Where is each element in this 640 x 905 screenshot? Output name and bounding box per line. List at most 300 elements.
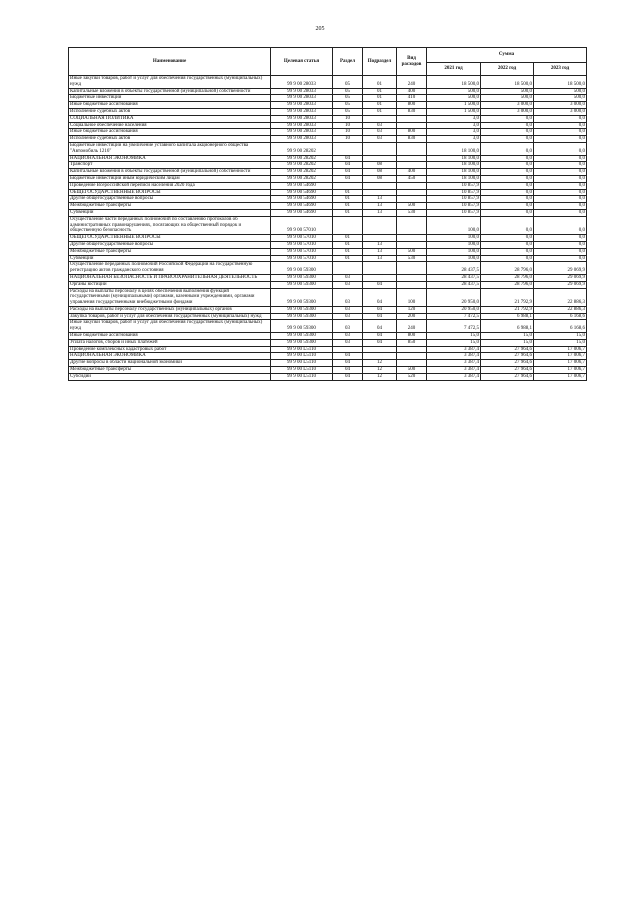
cell-2023: 3 000,0 [534, 102, 587, 109]
cell-expense-type [397, 115, 427, 122]
table-row [69, 203, 587, 210]
cell-2023: 18 500,0 [534, 76, 587, 89]
cell-section: 03 [333, 313, 363, 320]
cell-name: Субсидии [69, 373, 271, 380]
cell-expense-type [397, 162, 427, 169]
cell-2021: 3 387,4 [427, 373, 481, 380]
cell-2021: 3 387,4 [427, 353, 481, 360]
cell-name: Органы юстиции [69, 281, 271, 288]
cell-section: 01 [333, 248, 363, 255]
cell-section: 05 [333, 95, 363, 102]
cell-2022: 0,0 [481, 129, 534, 136]
cell-2021: 3,0 [427, 136, 481, 143]
cell-expense-type: 530 [397, 255, 427, 262]
cell-section [333, 142, 363, 155]
cell-name: Социальное обеспечение населения [69, 122, 271, 129]
cell-2023: 0,0 [534, 169, 587, 176]
cell-expense-type: 450 [397, 175, 427, 182]
cell-expense-type: 400 [397, 88, 427, 95]
cell-2023: 15,0 [534, 333, 587, 340]
cell-2022: 500,0 [481, 88, 534, 95]
cell-name: Иные бюджетные ассигнования [69, 102, 271, 109]
cell-2022: 0,0 [481, 155, 534, 162]
header-year-2022: 2022 год [481, 63, 534, 76]
cell-section: 01 [333, 209, 363, 216]
cell-2022: 0,0 [481, 162, 534, 169]
cell-section: 04 [333, 360, 363, 367]
cell-name: Уплата налогов, сборов и иных платежей [69, 339, 271, 346]
cell-section [333, 182, 363, 189]
cell-name: ОБЩЕГОСУДАРСТВЕННЫЕ ВОПРОСЫ [69, 189, 271, 196]
cell-subsection [363, 142, 397, 155]
cell-expense-type: 500 [397, 248, 427, 255]
cell-2023: 17 006,7 [534, 360, 587, 367]
cell-expense-type [397, 281, 427, 288]
cell-2021: 3,0 [427, 122, 481, 129]
cell-section: 03 [333, 320, 363, 333]
cell-target: 99 9 00 28033 [271, 122, 333, 129]
table-row [69, 102, 587, 109]
cell-expense-type [397, 346, 427, 353]
cell-target: 99 9 00 28202 [271, 155, 333, 162]
cell-expense-type: 240 [397, 76, 427, 89]
cell-target: 99 9 00 59300 [271, 320, 333, 333]
cell-2023: 0,0 [534, 162, 587, 169]
cell-2022: 6 988,1 [481, 320, 534, 333]
cell-2022: 27 964,6 [481, 346, 534, 353]
cell-target: 99 9 00 54690 [271, 189, 333, 196]
cell-subsection: 12 [363, 373, 397, 380]
cell-expense-type [397, 241, 427, 248]
cell-subsection: 01 [363, 102, 397, 109]
cell-2023: 0,0 [534, 203, 587, 210]
table-row [69, 169, 587, 176]
cell-subsection: 12 [363, 360, 397, 367]
cell-target: 99 9 00 59300 [271, 306, 333, 313]
cell-2021: 18 100,0 [427, 175, 481, 182]
cell-name: Капитальные вложения в объекты государственной (муниципальной) собственности [69, 169, 271, 176]
cell-target: 99 9 00 28033 [271, 88, 333, 95]
cell-subsection: 12 [363, 367, 397, 374]
cell-expense-type [397, 216, 427, 234]
cell-2021: 10 857,9 [427, 182, 481, 189]
table-row [69, 274, 587, 281]
cell-expense-type: 800 [397, 102, 427, 109]
cell-name: Межбюджетные трансферты [69, 203, 271, 210]
cell-subsection [363, 115, 397, 122]
cell-2023: 0,0 [534, 182, 587, 189]
cell-2021: 15,0 [427, 333, 481, 340]
cell-2021: 1 500,0 [427, 102, 481, 109]
cell-2021: 18 100,0 [427, 155, 481, 162]
table-row [69, 367, 587, 374]
cell-2023: 0,0 [534, 209, 587, 216]
cell-subsection: 08 [363, 175, 397, 182]
cell-section: 01 [333, 241, 363, 248]
table-row [69, 129, 587, 136]
table-row [69, 360, 587, 367]
cell-2021: 10 857,9 [427, 189, 481, 196]
cell-2022: 21 792,9 [481, 288, 534, 306]
cell-2022: 3 000,0 [481, 102, 534, 109]
cell-name: Расходы на выплаты персоналу государственных (муниципальных) органов [69, 306, 271, 313]
table-row [69, 155, 587, 162]
cell-subsection: 04 [363, 288, 397, 306]
cell-2021: 100,0 [427, 241, 481, 248]
cell-name: Иные бюджетные ассигнования [69, 333, 271, 340]
cell-subsection: 13 [363, 241, 397, 248]
cell-subsection: 13 [363, 248, 397, 255]
cell-subsection [363, 262, 397, 275]
cell-target: 99 9 00 28033 [271, 136, 333, 143]
cell-2021: 10 857,9 [427, 196, 481, 203]
cell-section: 04 [333, 175, 363, 182]
cell-2021: 20 950,0 [427, 306, 481, 313]
cell-expense-type: 120 [397, 306, 427, 313]
table-row [69, 241, 587, 248]
cell-2022: 0,0 [481, 142, 534, 155]
cell-target: 99 9 00 28033 [271, 115, 333, 122]
cell-expense-type: 850 [397, 339, 427, 346]
cell-target: 99 9 00 59300 [271, 339, 333, 346]
cell-expense-type [397, 122, 427, 129]
cell-section: 10 [333, 115, 363, 122]
cell-subsection: 04 [363, 333, 397, 340]
cell-expense-type [397, 142, 427, 155]
cell-2023: 0,0 [534, 122, 587, 129]
table-row [69, 196, 587, 203]
cell-2022: 28 796,0 [481, 262, 534, 275]
cell-2022: 0,0 [481, 241, 534, 248]
header-expense-type: Вид расходов [397, 48, 427, 76]
cell-subsection: 04 [363, 339, 397, 346]
table-row [69, 122, 587, 129]
cell-2022: 0,0 [481, 255, 534, 262]
cell-subsection: 01 [363, 95, 397, 102]
header-year-2023: 2023 год [534, 63, 587, 76]
header-section: Раздел [333, 48, 363, 76]
cell-section: 05 [333, 88, 363, 95]
cell-2021: 28 437,5 [427, 262, 481, 275]
cell-2021: 10 857,9 [427, 209, 481, 216]
cell-target: 99 9 00 L5110 [271, 360, 333, 367]
cell-2021: 28 437,5 [427, 274, 481, 281]
cell-name: Проведение Всероссийской переписи населения 2020 года [69, 182, 271, 189]
cell-subsection: 13 [363, 255, 397, 262]
table-row [69, 88, 587, 95]
cell-target: 99 9 00 57010 [271, 241, 333, 248]
cell-2023: 0,0 [534, 216, 587, 234]
cell-target: 99 9 00 28033 [271, 76, 333, 89]
cell-2021: 100,0 [427, 255, 481, 262]
cell-2023: 17 006,7 [534, 346, 587, 353]
cell-2021: 100,0 [427, 248, 481, 255]
cell-target: 99 9 00 28033 [271, 95, 333, 102]
table-row [69, 209, 587, 216]
cell-name: Иные бюджетные ассигнования [69, 129, 271, 136]
cell-section [333, 346, 363, 353]
cell-subsection [363, 216, 397, 234]
cell-expense-type: 410 [397, 95, 427, 102]
cell-section: 03 [333, 333, 363, 340]
cell-2021: 3,0 [427, 115, 481, 122]
cell-subsection: 04 [363, 320, 397, 333]
cell-section: 04 [333, 373, 363, 380]
cell-2022: 27 964,6 [481, 353, 534, 360]
cell-expense-type [397, 274, 427, 281]
cell-subsection [363, 189, 397, 196]
cell-section: 10 [333, 129, 363, 136]
cell-2021: 3 387,4 [427, 360, 481, 367]
cell-name: НАЦИОНАЛЬНАЯ БЕЗОПАСНОСТЬ И ПРАВООХРАНИТЕЛЬНАЯ ДЕЯТЕЛЬНОСТЬ [69, 274, 271, 281]
cell-name: Капитальные вложения в объекты государственной (муниципальной) собственности [69, 88, 271, 95]
cell-2023: 0,0 [534, 255, 587, 262]
cell-2023: 0,0 [534, 235, 587, 242]
table-row [69, 353, 587, 360]
cell-target: 99 9 00 28202 [271, 175, 333, 182]
cell-2022: 15,0 [481, 333, 534, 340]
cell-section: 01 [333, 235, 363, 242]
header-sum: Сумма [427, 48, 587, 63]
cell-subsection [363, 346, 397, 353]
cell-expense-type: 200 [397, 313, 427, 320]
cell-section [333, 216, 363, 234]
cell-name: НАЦИОНАЛЬНАЯ ЭКОНОМИКА [69, 353, 271, 360]
cell-2021: 18 100,0 [427, 169, 481, 176]
cell-name: Другие вопросы в области национальной экономики [69, 360, 271, 367]
cell-subsection: 01 [363, 88, 397, 95]
cell-name: Другие общегосударственные вопросы [69, 196, 271, 203]
cell-2023: 17 006,7 [534, 367, 587, 374]
cell-2023: 29 069,9 [534, 262, 587, 275]
table-row [69, 115, 587, 122]
cell-section: 03 [333, 274, 363, 281]
cell-2023: 0,0 [534, 248, 587, 255]
table-row [69, 248, 587, 255]
cell-2022: 0,0 [481, 169, 534, 176]
cell-2022: 15,0 [481, 339, 534, 346]
cell-2022: 27 964,6 [481, 360, 534, 367]
cell-target: 99 9 00 57010 [271, 248, 333, 255]
table-row [69, 136, 587, 143]
cell-section: 10 [333, 122, 363, 129]
cell-2023: 15,0 [534, 339, 587, 346]
cell-2023: 0,0 [534, 155, 587, 162]
header-subsection: Подраздел [363, 48, 397, 76]
cell-subsection: 13 [363, 203, 397, 210]
budget-table [68, 47, 587, 381]
cell-expense-type: 500 [397, 367, 427, 374]
cell-2023: 0,0 [534, 129, 587, 136]
cell-name: Бюджетные инвестиции иным юридическим лицам [69, 175, 271, 182]
cell-2023: 29 069,9 [534, 274, 587, 281]
table-row [69, 175, 587, 182]
cell-subsection [363, 353, 397, 360]
cell-name: СОЦИАЛЬНАЯ ПОЛИТИКА [69, 115, 271, 122]
cell-2022: 0,0 [481, 235, 534, 242]
cell-2022: 0,0 [481, 175, 534, 182]
cell-name: Осуществление переданных полномочий Российской Федерации на государственную регистрацию актов гражданского состояния [69, 262, 271, 275]
table-row [69, 306, 587, 313]
cell-section: 04 [333, 155, 363, 162]
cell-2023: 0,0 [534, 241, 587, 248]
table-row [69, 281, 587, 288]
cell-2022: 28 796,0 [481, 274, 534, 281]
cell-2022: 18 500,0 [481, 76, 534, 89]
cell-2022: 27 964,6 [481, 367, 534, 374]
cell-expense-type [397, 235, 427, 242]
cell-target: 99 9 00 54690 [271, 196, 333, 203]
cell-2022: 0,0 [481, 203, 534, 210]
cell-name: Другие общегосударственные вопросы [69, 241, 271, 248]
cell-target: 99 9 00 L5110 [271, 373, 333, 380]
cell-2022: 0,0 [481, 216, 534, 234]
cell-subsection: 04 [363, 306, 397, 313]
cell-2022: 0,0 [481, 115, 534, 122]
cell-subsection: 13 [363, 209, 397, 216]
table-row [69, 255, 587, 262]
cell-2023: 17 006,7 [534, 373, 587, 380]
cell-name: ОБЩЕГОСУДАРСТВЕННЫЕ ВОПРОСЫ [69, 235, 271, 242]
cell-target: 99 9 00 28033 [271, 108, 333, 115]
cell-expense-type [397, 182, 427, 189]
cell-expense-type: 400 [397, 169, 427, 176]
cell-2023: 500,0 [534, 88, 587, 95]
cell-expense-type: 520 [397, 373, 427, 380]
cell-2021: 7 472,5 [427, 313, 481, 320]
cell-expense-type: 530 [397, 209, 427, 216]
cell-section: 01 [333, 189, 363, 196]
cell-subsection: 03 [363, 122, 397, 129]
cell-2022: 21 792,9 [481, 306, 534, 313]
cell-target: 99 9 00 57010 [271, 235, 333, 242]
table-row [69, 333, 587, 340]
cell-2023: 17 006,7 [534, 353, 587, 360]
cell-target: 99 9 00 59300 [271, 274, 333, 281]
cell-2022: 0,0 [481, 122, 534, 129]
cell-target: 99 9 00 59300 [271, 262, 333, 275]
cell-section: 03 [333, 281, 363, 288]
cell-2022: 6 988,1 [481, 313, 534, 320]
table-row [69, 373, 587, 380]
cell-subsection: 03 [363, 129, 397, 136]
table-row [69, 216, 587, 234]
cell-name: Межбюджетные трансферты [69, 248, 271, 255]
cell-2021: 18 100,0 [427, 142, 481, 155]
cell-expense-type [397, 360, 427, 367]
cell-name: Расходы на выплаты персоналу в целях обеспечения выполнения функций государственными (муниципальными) органами, казенными учреждениями, органами управления государственными внебюджетными фондами [69, 288, 271, 306]
cell-2022: 28 796,0 [481, 281, 534, 288]
cell-subsection [363, 155, 397, 162]
cell-2021: 3 387,4 [427, 367, 481, 374]
cell-name: Закупка товаров, работ и услуг для обеспечения государственных (муниципальных) нужд [69, 313, 271, 320]
table-row [69, 320, 587, 333]
cell-name: Бюджетные инвестиции на увеличение уставного капитала акционерного общества "Автомобиль 1216" [69, 142, 271, 155]
cell-2023: 500,0 [534, 95, 587, 102]
cell-expense-type [397, 189, 427, 196]
cell-name: Бюджетные инвестиции [69, 95, 271, 102]
cell-subsection: 08 [363, 162, 397, 169]
cell-section: 10 [333, 136, 363, 143]
cell-target: 99 9 00 54690 [271, 182, 333, 189]
table-row [69, 339, 587, 346]
cell-2023: 22 886,3 [534, 306, 587, 313]
cell-2021: 28 437,5 [427, 281, 481, 288]
cell-target: 99 9 00 28202 [271, 142, 333, 155]
cell-2023: 0,0 [534, 136, 587, 143]
cell-target: 99 9 00 L5110 [271, 346, 333, 353]
cell-expense-type: 830 [397, 108, 427, 115]
cell-target: 99 9 00 54690 [271, 209, 333, 216]
cell-2023: 29 069,9 [534, 281, 587, 288]
cell-target: 99 9 00 59300 [271, 288, 333, 306]
cell-expense-type [397, 155, 427, 162]
cell-section: 05 [333, 76, 363, 89]
table-row [69, 76, 587, 89]
cell-2023: 22 886,3 [534, 288, 587, 306]
table-row [69, 95, 587, 102]
table-row [69, 235, 587, 242]
cell-subsection: 13 [363, 196, 397, 203]
cell-subsection: 01 [363, 108, 397, 115]
cell-section: 05 [333, 108, 363, 115]
cell-2023: 6 168,6 [534, 320, 587, 333]
cell-2021: 1 500,0 [427, 108, 481, 115]
cell-2021: 500,0 [427, 95, 481, 102]
table-row [69, 313, 587, 320]
cell-2023: 3 000,0 [534, 108, 587, 115]
cell-name: Исполнение судебных актов [69, 136, 271, 143]
cell-2023: 0,0 [534, 175, 587, 182]
cell-subsection: 03 [363, 136, 397, 143]
cell-2021: 15,0 [427, 339, 481, 346]
cell-2022: 3 000,0 [481, 108, 534, 115]
table-body [69, 76, 587, 381]
cell-section: 04 [333, 353, 363, 360]
cell-2023: 0,0 [534, 196, 587, 203]
cell-2021: 100,0 [427, 216, 481, 234]
cell-2021: 10 857,9 [427, 203, 481, 210]
cell-name: Проведение комплексных кадастровых работ [69, 346, 271, 353]
cell-target: 99 9 00 L5110 [271, 353, 333, 360]
cell-2021: 18 100,0 [427, 162, 481, 169]
page-number: 205 [315, 26, 325, 32]
cell-name: Межбюджетные трансферты [69, 367, 271, 374]
cell-name: Субвенции [69, 209, 271, 216]
cell-target: 99 9 00 57010 [271, 216, 333, 234]
cell-2022: 500,0 [481, 95, 534, 102]
cell-expense-type [397, 353, 427, 360]
cell-expense-type [397, 262, 427, 275]
cell-2021: 18 500,0 [427, 76, 481, 89]
table-row [69, 142, 587, 155]
table-row [69, 189, 587, 196]
cell-expense-type: 830 [397, 136, 427, 143]
cell-subsection [363, 274, 397, 281]
cell-2021: 500,0 [427, 88, 481, 95]
cell-expense-type: 240 [397, 320, 427, 333]
cell-target: 99 9 00 28202 [271, 162, 333, 169]
cell-section: 05 [333, 102, 363, 109]
cell-name: НАЦИОНАЛЬНАЯ ЭКОНОМИКА [69, 155, 271, 162]
cell-section: 01 [333, 203, 363, 210]
cell-name: Субвенции [69, 255, 271, 262]
header-name: Наименование [69, 48, 271, 76]
cell-subsection [363, 182, 397, 189]
cell-2022: 0,0 [481, 182, 534, 189]
cell-expense-type: 100 [397, 288, 427, 306]
cell-2023: 0,0 [534, 115, 587, 122]
